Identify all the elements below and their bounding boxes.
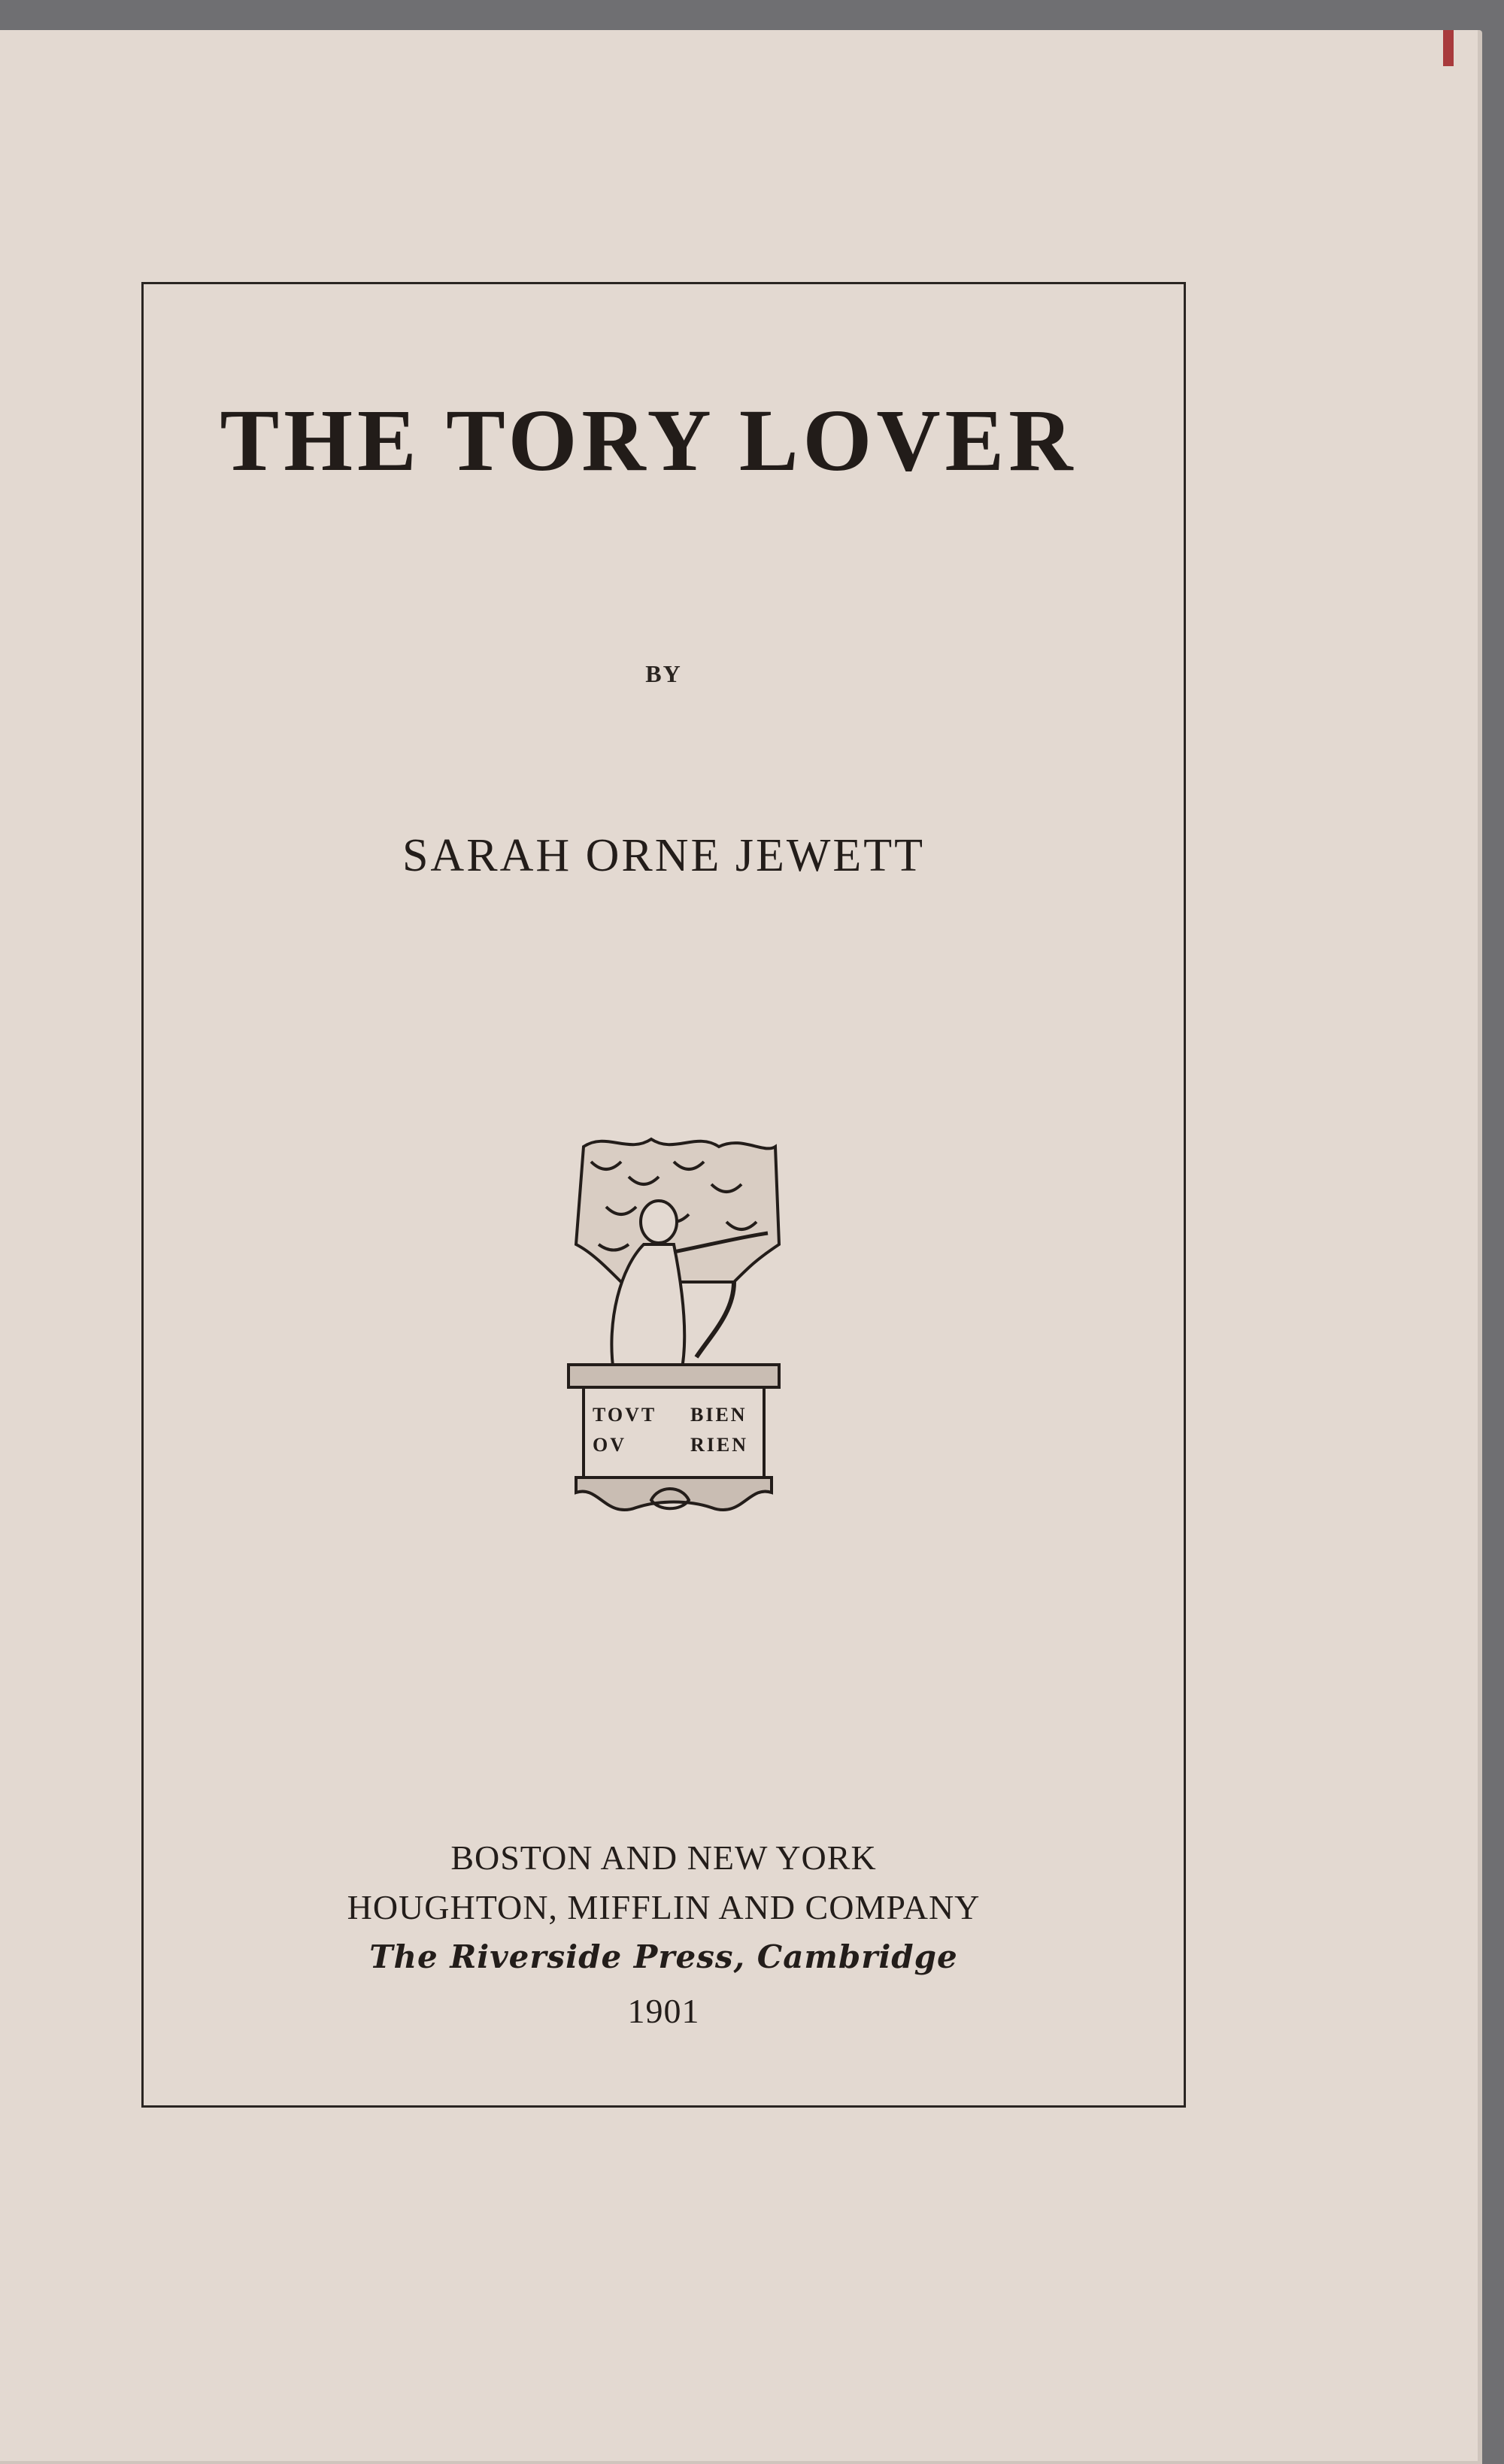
printers-device-icon	[561, 1132, 787, 1519]
motto-right-bottom: RIEN	[690, 1434, 749, 1456]
imprint	[144, 1833, 1184, 2036]
imprint-city: BOSTON AND NEW YORK	[450, 1838, 877, 1877]
imprint-year: 1901	[627, 1992, 700, 2030]
book-title: THE TORY LOVER	[220, 391, 1078, 489]
imprint-press: The Riverside Press, Cambridge	[369, 1938, 958, 1975]
book-page	[0, 30, 1482, 2464]
motto-left-top: TOVT	[593, 1404, 657, 1426]
motto-left-bottom: OV	[593, 1434, 626, 1456]
title-page-frame	[141, 282, 1186, 2108]
by-line: BY	[645, 660, 682, 687]
author-name: SARAH ORNE JEWETT	[402, 830, 926, 881]
red-endpaper-edge	[1443, 30, 1454, 66]
imprint-publisher: HOUGHTON, MIFFLIN AND COMPANY	[347, 1888, 981, 1926]
motto-right-top: BIEN	[690, 1404, 747, 1426]
